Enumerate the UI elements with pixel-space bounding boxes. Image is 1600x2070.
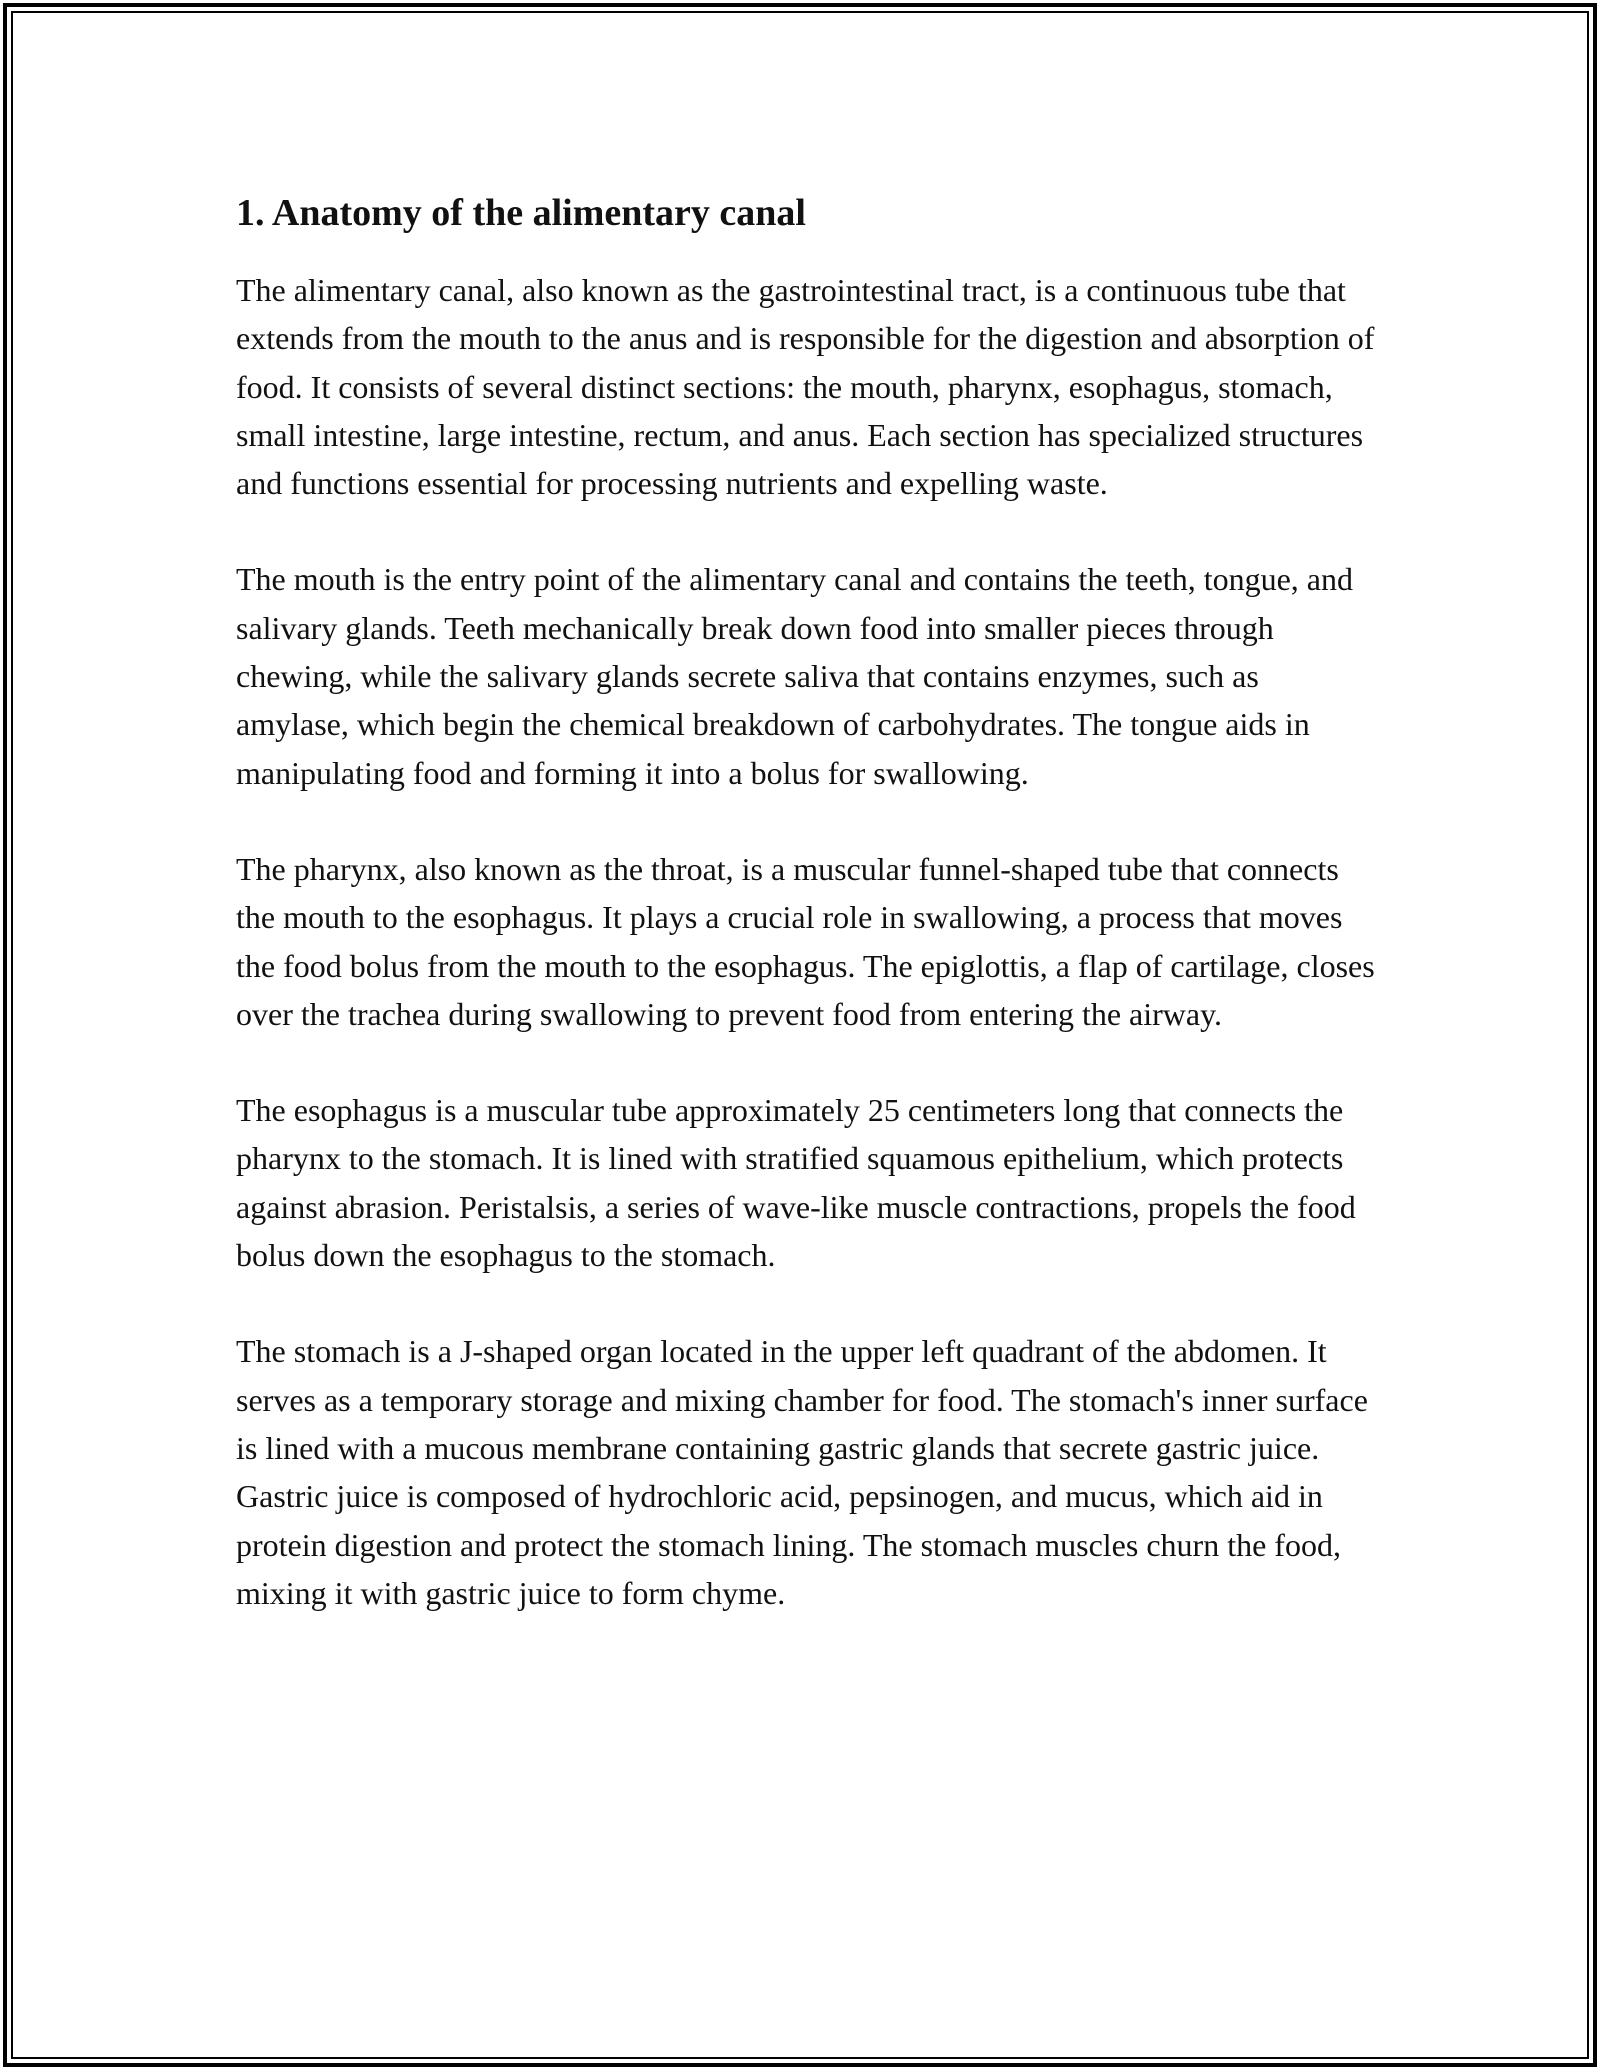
paragraph-stomach: The stomach is a J-shaped organ located in the upper left quadrant of the abdomen. It serves as a temporary storage and mixing chamber for food. The stomach's inner surface is lined with a mucous membrane containing gastric glands that secrete gastric juice. Gastric juice is composed of hydrochloric acid, pepsinogen, and mucus, which aid in protein digestion and protect the stomach lining. The stomach muscles churn the food, mixing it with gastric juice to form chyme. — [236, 1333, 1368, 1611]
section-heading: 1. Anatomy of the alimentary canal — [236, 192, 806, 234]
paragraph-esophagus: The esophagus is a muscular tube approximately 25 centimeters long that connects the pharynx to the stomach. It is lined with stratified squamous epithelium, which protects against abrasion. Peristalsis, a series of wave-like muscle contractions, propels the food bolus down the esophagus to the stomach. — [236, 1092, 1356, 1274]
paragraph-pharynx: The pharynx, also known as the throat, is a muscular funnel-shaped tube that connects the mouth to the esophagus. It plays a crucial role in swallowing, a process that moves the food bolus from the mouth to the esophagus. The epiglottis, a flap of cartilage, closes over the trachea during swallowing to prevent food from entering the airway. — [236, 850, 1375, 1032]
paragraph-overview: The alimentary canal, also known as the gastrointestinal tract, is a continuous tube that extends from the mouth to the anus and is responsible for the digestion and absorption of food. It consists of several distinct sections: the mouth, pharynx, esophagus, stomach, small intestine, large intestine, rectum, and anus. Each section has specialized structures and functions essential for processing nutrients and expelling waste. — [236, 272, 1375, 502]
document-body — [236, 186, 1376, 1665]
paragraph-mouth: The mouth is the entry point of the alimentary canal and contains the teeth, tongue, and salivary glands. Teeth mechanically break down food into smaller pieces through chewing, while the salivary glands secrete saliva that contains enzymes, such as amylase, which begin the chemical breakdown of carbohydrates. The tongue aids in manipulating food and forming it into a bolus for swallowing. — [236, 561, 1353, 791]
